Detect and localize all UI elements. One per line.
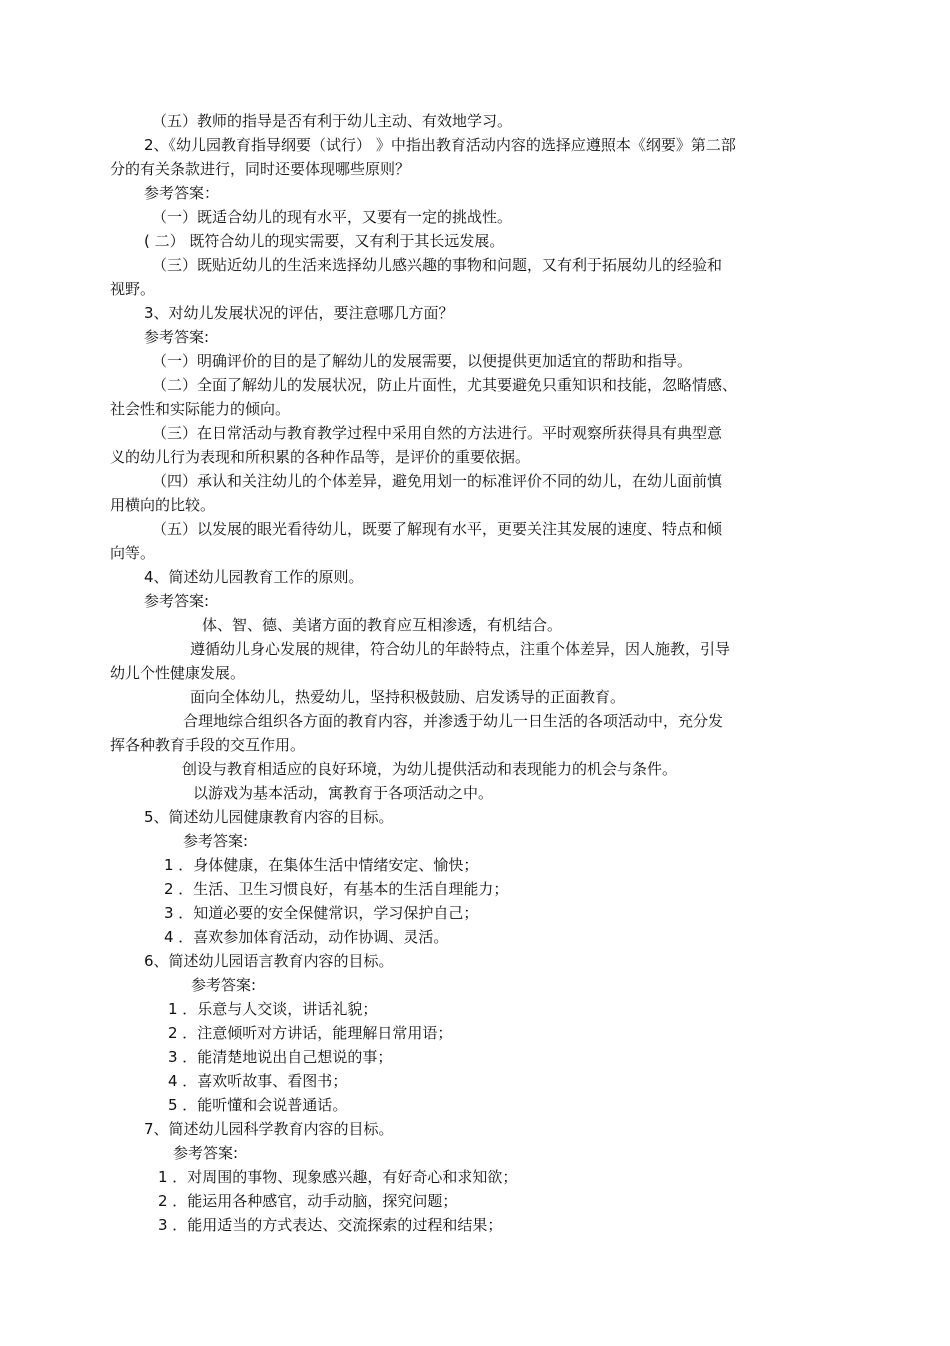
answer-label: 参考答案: <box>191 976 257 994</box>
list-item: 2 ．能运用各种感官，动手动脑，探究问题； <box>158 1192 458 1210</box>
list-item: 4 ．喜欢听故事、看图书； <box>168 1072 348 1090</box>
text-line: （一）明确评价的目的是了解幼儿的发展需要，以便提供更加适宜的帮助和指导。 <box>152 352 693 370</box>
list-item: 2 ．注意倾听对方讲话，能理解日常用语； <box>168 1024 453 1042</box>
question-2-line-2: 分的有关条款进行，同时还要体现哪些原则？ <box>110 160 411 178</box>
answer-label: 参考答案: <box>144 328 210 346</box>
list-item: 3 ．能清楚地说出自己想说的事； <box>168 1048 393 1066</box>
text-line: （三）既贴近幼儿的生活来选择幼儿感兴趣的事物和问题，又有利于拓展幼儿的经验和 <box>152 256 723 274</box>
text-line: 用横向的比较。 <box>110 496 216 514</box>
list-item: 4 ．喜欢参加体育活动，动作协调、灵活。 <box>164 928 449 946</box>
text-line: （二）全面了解幼儿的发展状况，防止片面性，尤其要避免只重知识和技能，忽略情感、 <box>152 376 738 394</box>
text-line: 挥各种教育手段的交互作用。 <box>110 736 306 754</box>
question-7: 7、简述幼儿园科学教育内容的目标。 <box>144 1120 394 1138</box>
text-line: 社会性和实际能力的倾向。 <box>110 400 291 418</box>
text-line: （五）以发展的眼光看待幼儿，既要了解现有水平，更要关注其发展的速度、特点和倾 <box>152 520 723 538</box>
text-line: 面向全体幼儿，热爱幼儿，坚持积极鼓励、启发诱导的正面教育。 <box>190 688 626 706</box>
text-line: 创设与教育相适应的良好环境，为幼儿提供活动和表现能力的机会与条件。 <box>182 760 678 778</box>
question-3: 3、对幼儿发展状况的评估，要注意哪几方面？ <box>144 304 454 322</box>
question-6: 6、简述幼儿园语言教育内容的目标。 <box>144 952 394 970</box>
text-line: 幼儿个性健康发展。 <box>110 664 246 682</box>
text-line: （五）教师的指导是否有利于幼儿主动、有效地学习。 <box>152 112 513 130</box>
text-line: ( 二） 既符合幼儿的现实需要，又有利于其长远发展。 <box>144 232 505 250</box>
answer-label: 参考答案: <box>173 1144 239 1162</box>
text-line: 义的幼儿行为表现和所积累的各种作品等，是评价的重要依据。 <box>110 448 531 466</box>
text-line: 合理地综合组织各方面的教育内容，并渗透于幼儿一日生活的各项活动中，充分发 <box>183 712 724 730</box>
list-item: 1 ．对周围的事物、现象感兴趣，有好奇心和求知欲； <box>158 1168 518 1186</box>
answer-label: 参考答案： <box>144 184 220 202</box>
answer-label: 参考答案: <box>183 832 249 850</box>
text-line: 以游戏为基本活动，寓教育于各项活动之中。 <box>193 784 494 802</box>
list-item: 3 ．知道必要的安全保健常识，学习保护自己； <box>164 904 479 922</box>
text-line: （三）在日常活动与教育教学过程中采用自然的方法进行。平时观察所获得具有典型意 <box>152 424 723 442</box>
text-line: 向等。 <box>110 544 156 562</box>
text-line: （四）承认和关注幼儿的个体差异，避免用划一的标准评价不同的幼儿，在幼儿面前慎 <box>152 472 723 490</box>
text-line: 视野。 <box>110 280 156 298</box>
text-line: 体、智、德、美诸方面的教育应互相渗透，有机结合。 <box>202 616 563 634</box>
list-item: 3 ．能用适当的方式表达、交流探索的过程和结果； <box>158 1216 503 1234</box>
question-2-line-1: 2、《幼儿园教育指导纲要（试行） 》中指出教育活动内容的选择应遵照本《纲要》第二部 <box>144 136 736 154</box>
question-4: 4、简述幼儿园教育工作的原则。 <box>144 568 364 586</box>
question-5: 5、简述幼儿园健康教育内容的目标。 <box>144 808 394 826</box>
list-item: 1 ．身体健康，在集体生活中情绪安定、愉快； <box>164 856 479 874</box>
list-item: 5 ．能听懂和会说普通话。 <box>168 1096 348 1114</box>
list-item: 1 ．乐意与人交谈，讲话礼貌； <box>168 1000 378 1018</box>
list-item: 2 ．生活、卫生习惯良好，有基本的生活自理能力； <box>164 880 509 898</box>
text-line: （一）既适合幼儿的现有水平，又要有一定的挑战性。 <box>152 208 513 226</box>
answer-label: 参考答案: <box>144 592 210 610</box>
text-line: 遵循幼儿身心发展的规律，符合幼儿的年龄特点，注重个体差异，因人施教，引导 <box>190 640 731 658</box>
